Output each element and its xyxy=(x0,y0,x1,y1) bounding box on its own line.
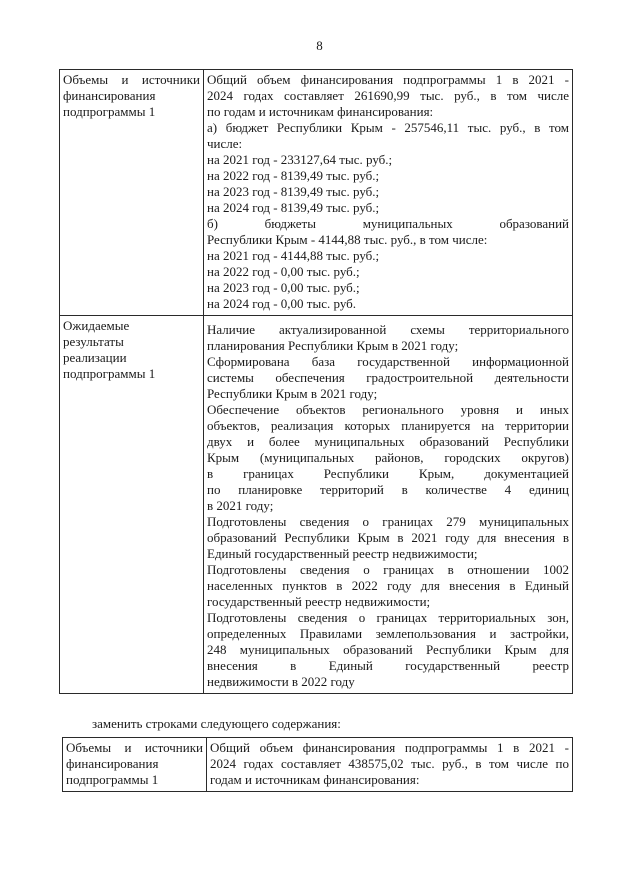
content-line: образований Республики Крым в 2021 году для внесения в xyxy=(207,530,569,545)
content-line: на 2023 год - 0,00 тыс. руб.; xyxy=(207,280,360,295)
content-line: системы обеспечения градостроительной деятельности xyxy=(207,370,569,385)
content-line: Общий объем финансирования подпрограммы 1 в 2021 - xyxy=(210,740,569,755)
content-line: 2024 годах составляет 261690,99 тыс. руб., в том числе xyxy=(207,88,569,103)
content-line: объектов, реализация которых планируется на территории xyxy=(207,418,569,433)
content-line: по годам и источникам финансирования: xyxy=(207,104,434,119)
content-line: 248 муниципальных образований Республики Крым для xyxy=(207,642,569,657)
row-label-line: подпрограммы 1 xyxy=(63,366,156,381)
row-label-line: Объемы и источники xyxy=(66,740,203,755)
row-label-financing-new xyxy=(63,738,207,792)
row-label-line: Ожидаемые xyxy=(63,318,130,333)
table-row-financing xyxy=(60,70,573,316)
content-line: Подготовлены сведения о границах 279 муниципальных xyxy=(207,514,569,529)
content-line: в границах Республики Крым, документацией xyxy=(207,466,569,481)
content-line: Подготовлены сведения о границах в отношении 1002 xyxy=(207,562,569,577)
content-line: Республики Крым - 4144,88 тыс. руб., в том числе: xyxy=(207,232,488,247)
content-line: Общий объем финансирования подпрограммы 1 в 2021 - xyxy=(207,72,569,87)
row-label-financing xyxy=(60,70,204,316)
content-line: государственный реестр недвижимости; xyxy=(207,594,431,609)
row-content-expected-results xyxy=(204,316,573,694)
content-line: на 2022 год - 8139,49 тыс. руб.; xyxy=(207,168,380,183)
content-line: числе: xyxy=(207,136,243,151)
row-label-line: подпрограммы 1 xyxy=(66,772,159,787)
row-label-line: Объемы и источники xyxy=(63,72,200,87)
content-line: Подготовлены сведения о границах территориальных зон, xyxy=(207,610,569,625)
content-line: Крым (муниципальных районов, городских округов) xyxy=(207,450,569,465)
content-line: на 2024 год - 0,00 тыс. руб. xyxy=(207,296,357,311)
content-line: двух и более муниципальных образований Республики xyxy=(207,434,569,449)
passport-table-current xyxy=(59,69,573,694)
row-label-line: финансирования xyxy=(66,756,159,771)
passport-table-new xyxy=(62,737,573,792)
table-row-financing-new xyxy=(63,738,573,792)
content-line: определенных Правилами землепользования и застройки, xyxy=(207,626,569,641)
content-line: недвижимости в 2022 году xyxy=(207,674,355,689)
content-line: планирования Республики Крым в 2021 году; xyxy=(207,338,459,353)
row-label-line: реализации xyxy=(63,350,127,365)
content-line: годам и источникам финансирования: xyxy=(210,772,420,787)
row-label-line: результаты xyxy=(63,334,124,349)
content-line: населенных пунктов в 2022 году для внесения в Единый xyxy=(207,578,569,593)
content-line: по планировке территорий в количестве 4 единиц xyxy=(207,482,569,497)
content-line: на 2021 год - 4144,88 тыс. руб.; xyxy=(207,248,380,263)
row-label-expected-results xyxy=(60,316,204,694)
content-line: Обеспечение объектов регионального уровня и иных xyxy=(207,402,569,417)
row-content-financing xyxy=(204,70,573,316)
content-line: Наличие актуализированной схемы территориального xyxy=(207,322,569,337)
content-line: Республики Крым в 2021 году; xyxy=(207,386,378,401)
row-content-financing-new xyxy=(207,738,573,792)
replace-instruction: заменить строками следующего содержания: xyxy=(92,716,341,731)
table-row-expected-results xyxy=(60,316,573,694)
content-line: внесения в Единый государственный реестр xyxy=(207,658,569,673)
content-line: а) бюджет Республики Крым - 257546,11 тыс. руб., в том xyxy=(207,120,569,135)
content-line: 2024 годах составляет 438575,02 тыс. руб., в том числе по xyxy=(210,756,569,771)
content-line: б) бюджеты муниципальных образований xyxy=(207,216,569,231)
page-number: 8 xyxy=(316,38,323,53)
row-label-line: подпрограммы 1 xyxy=(63,104,156,119)
content-line: в 2021 году; xyxy=(207,498,274,513)
content-line: на 2021 год - 233127,64 тыс. руб.; xyxy=(207,152,393,167)
content-line: на 2024 год - 8139,49 тыс. руб.; xyxy=(207,200,380,215)
content-line: на 2023 год - 8139,49 тыс. руб.; xyxy=(207,184,380,199)
content-line: Единый государственный реестр недвижимости; xyxy=(207,546,478,561)
row-label-line: финансирования xyxy=(63,88,156,103)
content-line: Сформирована база государственной информационной xyxy=(207,354,569,369)
content-line: на 2022 год - 0,00 тыс. руб.; xyxy=(207,264,360,279)
